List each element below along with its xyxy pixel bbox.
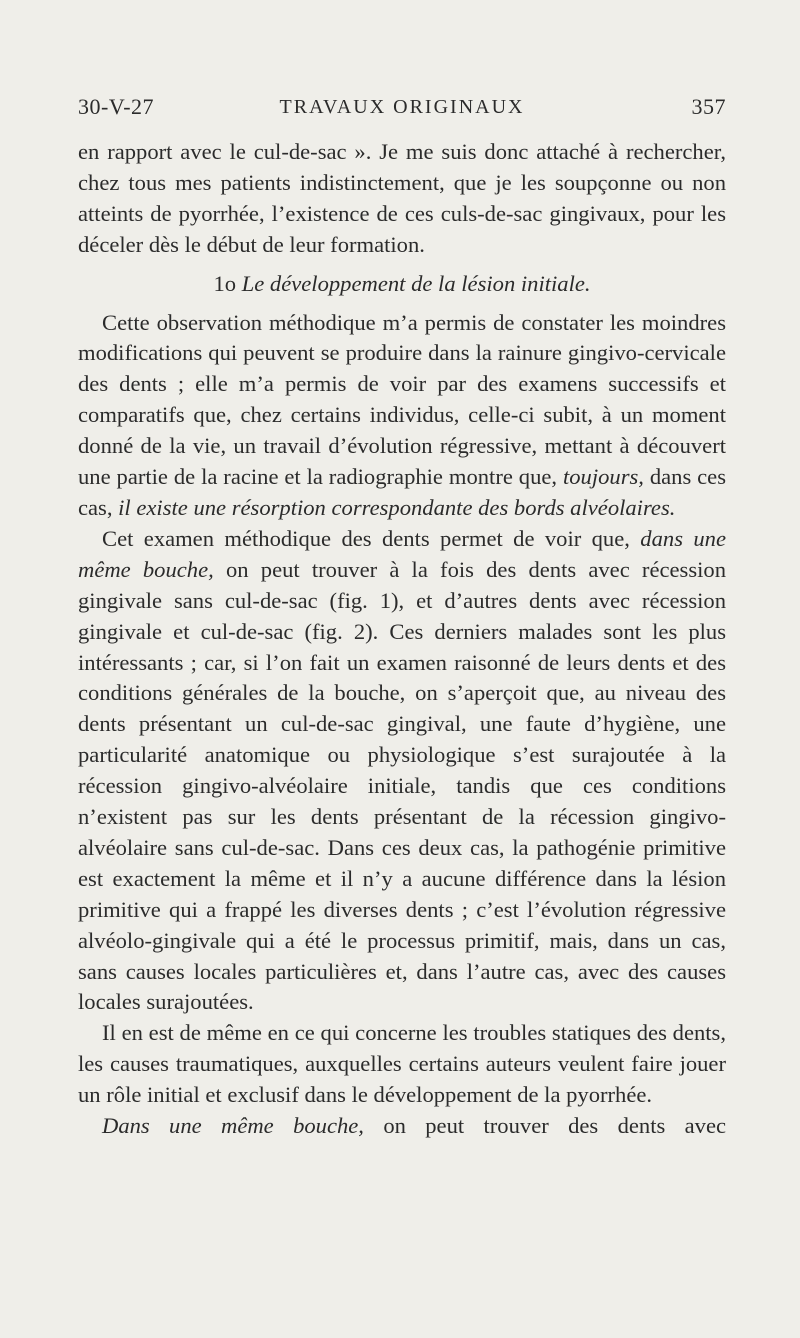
emphasis-text: dans une même bouche, — [78, 525, 726, 582]
paragraph-observation — [78, 308, 726, 524]
paragraph-static-troubles: Il en est de même en ce qui concerne les troubles statiques des dents, les causes traumatiques, auxquelles certains auteurs veulent faire jouer un rôle initial et exclusif dans le développement de la pyorrhée. — [78, 1020, 726, 1108]
paragraph-text: on peut trouver à la fois des dents avec récession gingivale sans cul-de-sac (fig. 1), et d’autres dents avec récession gingivale et cul-de-sac (fig. 2). Ces derniers malades sont les plus intéressants ; car, si l’on fait un examen raisonné de leurs dents et des conditions générales de la bouche, on s’aperçoit que, au niveau des dents présentant un cul-de-sac gingival, une faute d’hygiène, une particularité anatomique ou physiologique s’est surajoutée à la récession gingivo-alvéolaire initiale, tandis que ces conditions n’existent pas sur les dents présentant de la récession gingivo-alvéolaire sans cul-de-sac. Dans ces deux cas, la pathogénie primitive est exactement la même et il n’y a aucune différence dans la lésion primitive qui a frappé les diverses dents ; c’est l’évolution régressive alvéolo-gingivale qui a été le processus primitif, mais, dans un cas, sans causes locales particulières et, dans l’autre cas, avec des causes locales surajoutées. — [78, 556, 726, 1015]
emphasis-text: Dans une même bouche, — [102, 1113, 364, 1139]
paragraph-final — [78, 1111, 726, 1142]
emphasis-text: il existe une résorption correspondante des bords alvéolaires. — [118, 494, 676, 520]
page-number: 357 — [691, 94, 726, 119]
paragraph-text: Cette observation méthodique m’a permis de constater les moindres modifications qui peuvent se produire dans la rainure gingivo-cervicale des dents ; elle m’a permis de voir par des examens successifs et comparatifs que, chez certains individus, celle-ci subit, à un moment donné de la vie, un travail d’évolution régressive, mettant à découvert une partie de la racine et la radiographie montre que, — [78, 309, 726, 490]
paragraph-text: Cet examen méthodique des dents permet de voir que, — [102, 525, 641, 551]
paragraph-text: on peut trouver des dents avec — [363, 1113, 726, 1139]
emphasis-text: toujours, — [562, 464, 644, 490]
page-body — [78, 137, 726, 1142]
paragraph-continuation: en rapport avec le cul-de-sac ». Je me suis donc attaché à rechercher, chez tous mes patients indistinctement, que je les soupçonne ou non atteints de pyorrhée, l’existence de ces culs-de-sac gingivaux, pour les déceler dès le début de leur formation. — [78, 139, 726, 257]
section-heading — [78, 269, 726, 300]
section-number: 1o — [213, 270, 237, 296]
paragraph-examination — [78, 524, 726, 1019]
section-title: Le développement de la lésion initiale. — [241, 270, 591, 296]
paragraph-text: dans ces cas, — [78, 464, 727, 520]
running-header — [78, 94, 726, 128]
header-section-title: TRAVAUX ORIGINAUX — [279, 96, 525, 118]
header-issue-date: 30-V-27 — [78, 94, 155, 119]
